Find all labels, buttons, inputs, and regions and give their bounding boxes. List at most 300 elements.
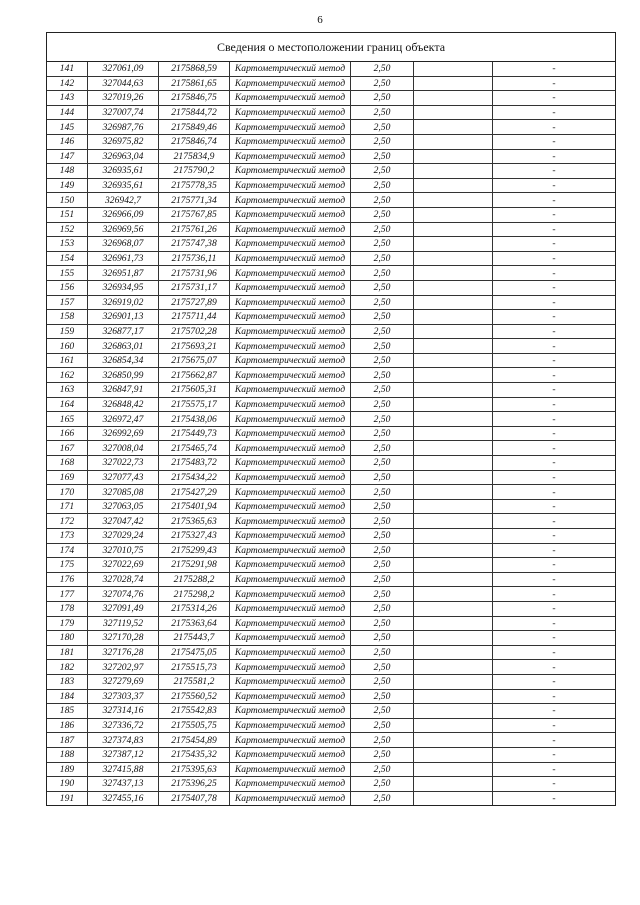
y-coordinate-cell: 2175465,74 bbox=[159, 441, 230, 456]
dash-cell: - bbox=[493, 762, 616, 777]
point-number-cell: 167 bbox=[47, 441, 88, 456]
accuracy-cell: 2,50 bbox=[351, 499, 414, 514]
dash-cell: - bbox=[493, 383, 616, 398]
table-row bbox=[47, 529, 615, 544]
y-coordinate-cell: 2175790,2 bbox=[159, 164, 230, 179]
method-cell: Картометрический метод bbox=[230, 747, 351, 762]
x-coordinate-cell: 327077,43 bbox=[88, 470, 159, 485]
y-coordinate-cell: 2175363,64 bbox=[159, 616, 230, 631]
empty-cell bbox=[414, 222, 493, 237]
method-cell: Картометрический метод bbox=[230, 587, 351, 602]
table-row bbox=[47, 485, 615, 500]
point-number-cell: 170 bbox=[47, 485, 88, 500]
method-cell: Картометрический метод bbox=[230, 660, 351, 675]
empty-cell bbox=[414, 747, 493, 762]
empty-cell bbox=[414, 149, 493, 164]
dash-cell: - bbox=[493, 164, 616, 179]
point-number-cell: 187 bbox=[47, 733, 88, 748]
dash-cell: - bbox=[493, 62, 616, 76]
table-row bbox=[47, 631, 615, 646]
table-row bbox=[47, 76, 615, 91]
empty-cell bbox=[414, 295, 493, 310]
method-cell: Картометрический метод bbox=[230, 149, 351, 164]
y-coordinate-cell: 2175449,73 bbox=[159, 426, 230, 441]
page-number: 6 bbox=[317, 14, 323, 26]
accuracy-cell: 2,50 bbox=[351, 514, 414, 529]
point-number-cell: 174 bbox=[47, 543, 88, 558]
point-number-cell: 157 bbox=[47, 295, 88, 310]
point-number-cell: 191 bbox=[47, 791, 88, 805]
point-number-cell: 172 bbox=[47, 514, 88, 529]
point-number-cell: 168 bbox=[47, 456, 88, 471]
accuracy-cell: 2,50 bbox=[351, 733, 414, 748]
accuracy-cell: 2,50 bbox=[351, 76, 414, 91]
point-number-cell: 175 bbox=[47, 558, 88, 573]
accuracy-cell: 2,50 bbox=[351, 105, 414, 120]
accuracy-cell: 2,50 bbox=[351, 266, 414, 281]
dash-cell: - bbox=[493, 91, 616, 106]
point-number-cell: 156 bbox=[47, 280, 88, 295]
accuracy-cell: 2,50 bbox=[351, 674, 414, 689]
dash-cell: - bbox=[493, 499, 616, 514]
empty-cell bbox=[414, 251, 493, 266]
empty-cell bbox=[414, 470, 493, 485]
dash-cell: - bbox=[493, 747, 616, 762]
point-number-cell: 186 bbox=[47, 718, 88, 733]
accuracy-cell: 2,50 bbox=[351, 222, 414, 237]
table-row bbox=[47, 733, 615, 748]
method-cell: Картометрический метод bbox=[230, 601, 351, 616]
point-number-cell: 144 bbox=[47, 105, 88, 120]
y-coordinate-cell: 2175675,07 bbox=[159, 353, 230, 368]
method-cell: Картометрический метод bbox=[230, 558, 351, 573]
y-coordinate-cell: 2175483,72 bbox=[159, 456, 230, 471]
point-number-cell: 160 bbox=[47, 339, 88, 354]
y-coordinate-cell: 2175605,31 bbox=[159, 383, 230, 398]
dash-cell: - bbox=[493, 149, 616, 164]
empty-cell bbox=[414, 631, 493, 646]
accuracy-cell: 2,50 bbox=[351, 689, 414, 704]
accuracy-cell: 2,50 bbox=[351, 762, 414, 777]
y-coordinate-cell: 2175475,05 bbox=[159, 645, 230, 660]
x-coordinate-cell: 327085,08 bbox=[88, 485, 159, 500]
dash-cell: - bbox=[493, 339, 616, 354]
method-cell: Картометрический метод bbox=[230, 777, 351, 792]
method-cell: Картометрический метод bbox=[230, 280, 351, 295]
x-coordinate-cell: 327202,97 bbox=[88, 660, 159, 675]
method-cell: Картометрический метод bbox=[230, 339, 351, 354]
y-coordinate-cell: 2175834,9 bbox=[159, 149, 230, 164]
point-number-cell: 143 bbox=[47, 91, 88, 106]
y-coordinate-cell: 2175435,32 bbox=[159, 747, 230, 762]
method-cell: Картометрический метод bbox=[230, 543, 351, 558]
table-row bbox=[47, 601, 615, 616]
dash-cell: - bbox=[493, 353, 616, 368]
table-row bbox=[47, 660, 615, 675]
table-row bbox=[47, 237, 615, 252]
dash-cell: - bbox=[493, 543, 616, 558]
dash-cell: - bbox=[493, 295, 616, 310]
empty-cell bbox=[414, 733, 493, 748]
coordinates-table-body bbox=[47, 62, 615, 805]
x-coordinate-cell: 326919,02 bbox=[88, 295, 159, 310]
dash-cell: - bbox=[493, 470, 616, 485]
y-coordinate-cell: 2175711,44 bbox=[159, 310, 230, 325]
x-coordinate-cell: 327047,42 bbox=[88, 514, 159, 529]
method-cell: Картометрический метод bbox=[230, 237, 351, 252]
accuracy-cell: 2,50 bbox=[351, 601, 414, 616]
dash-cell: - bbox=[493, 572, 616, 587]
y-coordinate-cell: 2175299,43 bbox=[159, 543, 230, 558]
y-coordinate-cell: 2175314,26 bbox=[159, 601, 230, 616]
x-coordinate-cell: 327374,83 bbox=[88, 733, 159, 748]
table-row bbox=[47, 470, 615, 485]
x-coordinate-cell: 327303,37 bbox=[88, 689, 159, 704]
x-coordinate-cell: 326972,47 bbox=[88, 412, 159, 427]
dash-cell: - bbox=[493, 178, 616, 193]
y-coordinate-cell: 2175844,72 bbox=[159, 105, 230, 120]
accuracy-cell: 2,50 bbox=[351, 572, 414, 587]
point-number-cell: 155 bbox=[47, 266, 88, 281]
x-coordinate-cell: 326848,42 bbox=[88, 397, 159, 412]
y-coordinate-cell: 2175396,25 bbox=[159, 777, 230, 792]
table-row bbox=[47, 412, 615, 427]
dash-cell: - bbox=[493, 441, 616, 456]
y-coordinate-cell: 2175395,63 bbox=[159, 762, 230, 777]
table-row bbox=[47, 324, 615, 339]
method-cell: Картометрический метод bbox=[230, 134, 351, 149]
table-row bbox=[47, 441, 615, 456]
method-cell: Картометрический метод bbox=[230, 266, 351, 281]
accuracy-cell: 2,50 bbox=[351, 310, 414, 325]
table-row bbox=[47, 587, 615, 602]
point-number-cell: 182 bbox=[47, 660, 88, 675]
dash-cell: - bbox=[493, 601, 616, 616]
dash-cell: - bbox=[493, 134, 616, 149]
x-coordinate-cell: 327008,04 bbox=[88, 441, 159, 456]
method-cell: Картометрический метод bbox=[230, 324, 351, 339]
table-row bbox=[47, 514, 615, 529]
method-cell: Картометрический метод bbox=[230, 704, 351, 719]
y-coordinate-cell: 2175778,35 bbox=[159, 178, 230, 193]
dash-cell: - bbox=[493, 514, 616, 529]
point-number-cell: 173 bbox=[47, 529, 88, 544]
point-number-cell: 161 bbox=[47, 353, 88, 368]
x-coordinate-cell: 327091,49 bbox=[88, 601, 159, 616]
method-cell: Картометрический метод bbox=[230, 456, 351, 471]
method-cell: Картометрический метод bbox=[230, 207, 351, 222]
accuracy-cell: 2,50 bbox=[351, 134, 414, 149]
accuracy-cell: 2,50 bbox=[351, 747, 414, 762]
method-cell: Картометрический метод bbox=[230, 383, 351, 398]
point-number-cell: 169 bbox=[47, 470, 88, 485]
x-coordinate-cell: 326934,95 bbox=[88, 280, 159, 295]
empty-cell bbox=[414, 76, 493, 91]
table-row bbox=[47, 222, 615, 237]
point-number-cell: 179 bbox=[47, 616, 88, 631]
y-coordinate-cell: 2175434,22 bbox=[159, 470, 230, 485]
x-coordinate-cell: 327022,69 bbox=[88, 558, 159, 573]
x-coordinate-cell: 327119,52 bbox=[88, 616, 159, 631]
accuracy-cell: 2,50 bbox=[351, 660, 414, 675]
accuracy-cell: 2,50 bbox=[351, 529, 414, 544]
empty-cell bbox=[414, 368, 493, 383]
table-row bbox=[47, 105, 615, 120]
y-coordinate-cell: 2175702,28 bbox=[159, 324, 230, 339]
dash-cell: - bbox=[493, 733, 616, 748]
table-row bbox=[47, 499, 615, 514]
table-row bbox=[47, 383, 615, 398]
y-coordinate-cell: 2175438,06 bbox=[159, 412, 230, 427]
table-row bbox=[47, 368, 615, 383]
x-coordinate-cell: 326951,87 bbox=[88, 266, 159, 281]
dash-cell: - bbox=[493, 237, 616, 252]
dash-cell: - bbox=[493, 645, 616, 660]
accuracy-cell: 2,50 bbox=[351, 324, 414, 339]
y-coordinate-cell: 2175427,29 bbox=[159, 485, 230, 500]
dash-cell: - bbox=[493, 251, 616, 266]
accuracy-cell: 2,50 bbox=[351, 718, 414, 733]
empty-cell bbox=[414, 397, 493, 412]
accuracy-cell: 2,50 bbox=[351, 441, 414, 456]
point-number-cell: 188 bbox=[47, 747, 88, 762]
dash-cell: - bbox=[493, 207, 616, 222]
empty-cell bbox=[414, 674, 493, 689]
empty-cell bbox=[414, 207, 493, 222]
x-coordinate-cell: 327019,26 bbox=[88, 91, 159, 106]
y-coordinate-cell: 2175454,89 bbox=[159, 733, 230, 748]
y-coordinate-cell: 2175581,2 bbox=[159, 674, 230, 689]
table-row bbox=[47, 747, 615, 762]
dash-cell: - bbox=[493, 791, 616, 805]
x-coordinate-cell: 327010,75 bbox=[88, 543, 159, 558]
empty-cell bbox=[414, 310, 493, 325]
table-row bbox=[47, 353, 615, 368]
table-row bbox=[47, 339, 615, 354]
empty-cell bbox=[414, 178, 493, 193]
empty-cell bbox=[414, 426, 493, 441]
y-coordinate-cell: 2175731,96 bbox=[159, 266, 230, 281]
accuracy-cell: 2,50 bbox=[351, 543, 414, 558]
table-row bbox=[47, 558, 615, 573]
y-coordinate-cell: 2175505,75 bbox=[159, 718, 230, 733]
y-coordinate-cell: 2175515,73 bbox=[159, 660, 230, 675]
accuracy-cell: 2,50 bbox=[351, 397, 414, 412]
y-coordinate-cell: 2175846,74 bbox=[159, 134, 230, 149]
empty-cell bbox=[414, 601, 493, 616]
point-number-cell: 190 bbox=[47, 777, 88, 792]
table-row bbox=[47, 791, 615, 805]
method-cell: Картометрический метод bbox=[230, 529, 351, 544]
method-cell: Картометрический метод bbox=[230, 105, 351, 120]
table-row bbox=[47, 572, 615, 587]
method-cell: Картометрический метод bbox=[230, 222, 351, 237]
x-coordinate-cell: 327063,05 bbox=[88, 499, 159, 514]
empty-cell bbox=[414, 485, 493, 500]
y-coordinate-cell: 2175560,52 bbox=[159, 689, 230, 704]
y-coordinate-cell: 2175849,46 bbox=[159, 120, 230, 135]
y-coordinate-cell: 2175542,83 bbox=[159, 704, 230, 719]
y-coordinate-cell: 2175731,17 bbox=[159, 280, 230, 295]
coordinates-frame bbox=[46, 32, 616, 806]
empty-cell bbox=[414, 543, 493, 558]
empty-cell bbox=[414, 193, 493, 208]
y-coordinate-cell: 2175288,2 bbox=[159, 572, 230, 587]
point-number-cell: 148 bbox=[47, 164, 88, 179]
dash-cell: - bbox=[493, 558, 616, 573]
empty-cell bbox=[414, 324, 493, 339]
method-cell: Картометрический метод bbox=[230, 645, 351, 660]
x-coordinate-cell: 327336,72 bbox=[88, 718, 159, 733]
accuracy-cell: 2,50 bbox=[351, 280, 414, 295]
y-coordinate-cell: 2175365,63 bbox=[159, 514, 230, 529]
dash-cell: - bbox=[493, 674, 616, 689]
y-coordinate-cell: 2175693,21 bbox=[159, 339, 230, 354]
dash-cell: - bbox=[493, 485, 616, 500]
accuracy-cell: 2,50 bbox=[351, 631, 414, 646]
x-coordinate-cell: 327176,28 bbox=[88, 645, 159, 660]
point-number-cell: 152 bbox=[47, 222, 88, 237]
empty-cell bbox=[414, 762, 493, 777]
empty-cell bbox=[414, 441, 493, 456]
method-cell: Картометрический метод bbox=[230, 251, 351, 266]
method-cell: Картометрический метод bbox=[230, 470, 351, 485]
method-cell: Картометрический метод bbox=[230, 368, 351, 383]
point-number-cell: 151 bbox=[47, 207, 88, 222]
point-number-cell: 159 bbox=[47, 324, 88, 339]
table-row bbox=[47, 645, 615, 660]
empty-cell bbox=[414, 704, 493, 719]
y-coordinate-cell: 2175291,98 bbox=[159, 558, 230, 573]
empty-cell bbox=[414, 514, 493, 529]
point-number-cell: 146 bbox=[47, 134, 88, 149]
accuracy-cell: 2,50 bbox=[351, 164, 414, 179]
accuracy-cell: 2,50 bbox=[351, 456, 414, 471]
dash-cell: - bbox=[493, 631, 616, 646]
accuracy-cell: 2,50 bbox=[351, 368, 414, 383]
method-cell: Картометрический метод bbox=[230, 412, 351, 427]
empty-cell bbox=[414, 164, 493, 179]
method-cell: Картометрический метод bbox=[230, 631, 351, 646]
section-title: Сведения о местоположении границ объекта bbox=[47, 33, 615, 62]
y-coordinate-cell: 2175767,85 bbox=[159, 207, 230, 222]
x-coordinate-cell: 327387,12 bbox=[88, 747, 159, 762]
accuracy-cell: 2,50 bbox=[351, 383, 414, 398]
table-row bbox=[47, 456, 615, 471]
table-row bbox=[47, 777, 615, 792]
point-number-cell: 147 bbox=[47, 149, 88, 164]
table-row bbox=[47, 62, 615, 76]
method-cell: Картометрический метод bbox=[230, 120, 351, 135]
empty-cell bbox=[414, 62, 493, 76]
dash-cell: - bbox=[493, 222, 616, 237]
empty-cell bbox=[414, 456, 493, 471]
accuracy-cell: 2,50 bbox=[351, 295, 414, 310]
table-row bbox=[47, 674, 615, 689]
accuracy-cell: 2,50 bbox=[351, 587, 414, 602]
accuracy-cell: 2,50 bbox=[351, 704, 414, 719]
dash-cell: - bbox=[493, 105, 616, 120]
x-coordinate-cell: 326847,91 bbox=[88, 383, 159, 398]
method-cell: Картометрический метод bbox=[230, 514, 351, 529]
accuracy-cell: 2,50 bbox=[351, 207, 414, 222]
point-number-cell: 180 bbox=[47, 631, 88, 646]
table-row bbox=[47, 426, 615, 441]
empty-cell bbox=[414, 791, 493, 805]
x-coordinate-cell: 327061,09 bbox=[88, 62, 159, 76]
method-cell: Картометрический метод bbox=[230, 193, 351, 208]
accuracy-cell: 2,50 bbox=[351, 178, 414, 193]
method-cell: Картометрический метод bbox=[230, 733, 351, 748]
accuracy-cell: 2,50 bbox=[351, 237, 414, 252]
empty-cell bbox=[414, 499, 493, 514]
empty-cell bbox=[414, 572, 493, 587]
dash-cell: - bbox=[493, 660, 616, 675]
x-coordinate-cell: 327314,16 bbox=[88, 704, 159, 719]
x-coordinate-cell: 326877,17 bbox=[88, 324, 159, 339]
x-coordinate-cell: 326963,04 bbox=[88, 149, 159, 164]
accuracy-cell: 2,50 bbox=[351, 645, 414, 660]
point-number-cell: 183 bbox=[47, 674, 88, 689]
dash-cell: - bbox=[493, 280, 616, 295]
x-coordinate-cell: 326966,09 bbox=[88, 207, 159, 222]
empty-cell bbox=[414, 777, 493, 792]
dash-cell: - bbox=[493, 616, 616, 631]
point-number-cell: 150 bbox=[47, 193, 88, 208]
method-cell: Картометрический метод bbox=[230, 441, 351, 456]
method-cell: Картометрический метод bbox=[230, 499, 351, 514]
method-cell: Картометрический метод bbox=[230, 310, 351, 325]
dash-cell: - bbox=[493, 529, 616, 544]
empty-cell bbox=[414, 660, 493, 675]
table-row bbox=[47, 543, 615, 558]
accuracy-cell: 2,50 bbox=[351, 558, 414, 573]
dash-cell: - bbox=[493, 456, 616, 471]
method-cell: Картометрический метод bbox=[230, 485, 351, 500]
accuracy-cell: 2,50 bbox=[351, 412, 414, 427]
point-number-cell: 166 bbox=[47, 426, 88, 441]
x-coordinate-cell: 326987,76 bbox=[88, 120, 159, 135]
table-row bbox=[47, 397, 615, 412]
x-coordinate-cell: 327170,28 bbox=[88, 631, 159, 646]
dash-cell: - bbox=[493, 704, 616, 719]
table-row bbox=[47, 120, 615, 135]
dash-cell: - bbox=[493, 266, 616, 281]
x-coordinate-cell: 327007,74 bbox=[88, 105, 159, 120]
empty-cell bbox=[414, 529, 493, 544]
point-number-cell: 177 bbox=[47, 587, 88, 602]
empty-cell bbox=[414, 280, 493, 295]
table-row bbox=[47, 149, 615, 164]
empty-cell bbox=[414, 616, 493, 631]
x-coordinate-cell: 326961,73 bbox=[88, 251, 159, 266]
point-number-cell: 164 bbox=[47, 397, 88, 412]
empty-cell bbox=[414, 412, 493, 427]
accuracy-cell: 2,50 bbox=[351, 485, 414, 500]
point-number-cell: 165 bbox=[47, 412, 88, 427]
y-coordinate-cell: 2175407,78 bbox=[159, 791, 230, 805]
method-cell: Картометрический метод bbox=[230, 353, 351, 368]
y-coordinate-cell: 2175868,59 bbox=[159, 62, 230, 76]
table-row bbox=[47, 689, 615, 704]
x-coordinate-cell: 326975,82 bbox=[88, 134, 159, 149]
dash-cell: - bbox=[493, 76, 616, 91]
table-row bbox=[47, 310, 615, 325]
x-coordinate-cell: 327074,76 bbox=[88, 587, 159, 602]
y-coordinate-cell: 2175575,17 bbox=[159, 397, 230, 412]
method-cell: Картометрический метод bbox=[230, 791, 351, 805]
point-number-cell: 162 bbox=[47, 368, 88, 383]
